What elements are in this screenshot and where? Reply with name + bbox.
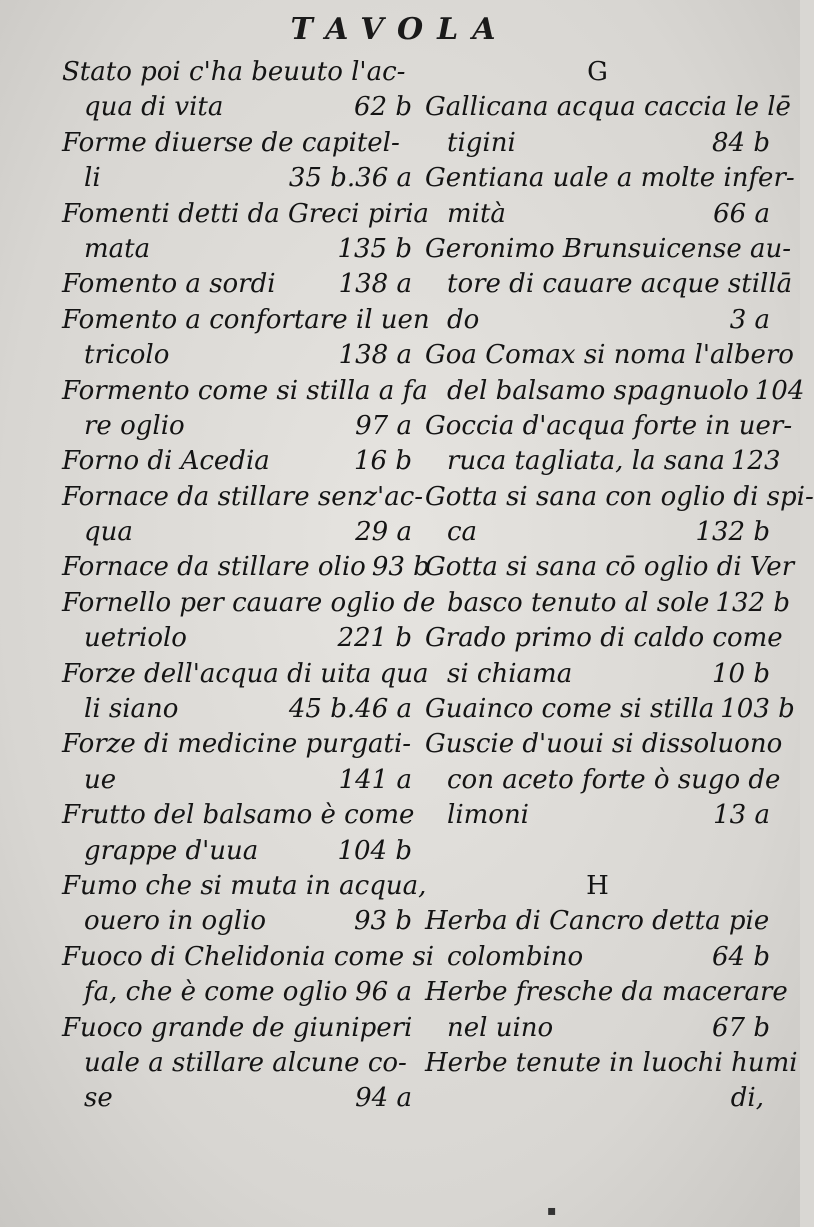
entry-text: Guainco come si stilla xyxy=(425,694,715,725)
index-entry-line xyxy=(62,161,412,196)
page-reference: 93 b xyxy=(354,906,412,937)
index-entry-line xyxy=(425,904,770,939)
entry-text: di, xyxy=(730,1083,764,1114)
entry-text: Forze dell'acqua di uita qua xyxy=(62,658,429,689)
entry-text: do xyxy=(447,304,480,335)
entry-text: limoni xyxy=(447,800,529,831)
page-reference: 132 b xyxy=(695,517,770,548)
page-reference: 221 b xyxy=(337,623,412,654)
page-reference: 104 b xyxy=(337,835,412,866)
index-column-left xyxy=(62,55,436,1117)
entry-text: fa, che è come oglio xyxy=(84,977,348,1008)
index-entry-line xyxy=(62,657,429,692)
entry-text: Forze di medicine purgati- xyxy=(62,729,412,760)
index-entry-line xyxy=(62,303,430,338)
entry-text: Fornace da stillare olio xyxy=(62,552,366,583)
page-reference: 67 b xyxy=(712,1012,770,1043)
signature-mark: ▪ xyxy=(547,1203,557,1219)
entry-text: tore di cauare acque stillā xyxy=(447,269,793,300)
entry-text: Herbe tenute in luochi humi xyxy=(425,1047,798,1078)
entry-text: li siano xyxy=(84,694,179,725)
entry-text: qua di vita xyxy=(84,92,224,123)
index-entry-line xyxy=(62,586,436,621)
page-reference: 123 xyxy=(730,446,781,477)
index-entry-line xyxy=(62,374,428,409)
index-entry-line xyxy=(62,1046,412,1081)
entry-text: Goccia d'acqua forte in uer- xyxy=(425,410,793,441)
entry-text: Grado primo di caldo come xyxy=(425,623,783,654)
page-reference: 94 a xyxy=(355,1083,412,1114)
index-entry-line xyxy=(62,869,427,904)
entry-text: Formento come si stilla a fa xyxy=(62,375,428,406)
index-entry-line xyxy=(425,763,781,798)
entry-text: Fornello per cauare oglio de xyxy=(62,587,436,618)
page-reference: 132 b xyxy=(715,587,790,618)
page-reference: 104 xyxy=(754,375,805,406)
index-entry-line xyxy=(425,232,792,267)
index-entry-line xyxy=(62,1081,412,1116)
index-entry-line xyxy=(62,126,412,161)
page-reference: 29 a xyxy=(355,517,412,548)
index-entry-line xyxy=(425,550,795,585)
entry-text: mità xyxy=(447,198,506,229)
index-entry-line xyxy=(62,197,429,232)
index-entry-line xyxy=(62,692,412,727)
index-entry-line xyxy=(425,727,783,762)
entry-text: tigini xyxy=(447,127,516,158)
entry-text: Fumo che si muta in acqua, xyxy=(62,870,427,901)
entry-text: Gotta si sana con oglio di spi- xyxy=(425,481,814,512)
entry-text: si chiama xyxy=(447,658,573,689)
page-reference: 10 b xyxy=(712,658,770,689)
page-reference: 96 a xyxy=(355,977,412,1008)
page-reference: 97 a xyxy=(355,410,412,441)
index-entry-line xyxy=(425,1081,770,1116)
entry-text: con aceto forte ò sugo de xyxy=(447,764,781,795)
index-entry-line xyxy=(62,338,412,373)
entry-text: re oglio xyxy=(84,410,185,441)
index-entry-line xyxy=(62,834,412,869)
entry-text: Forme diuerse de capitel- xyxy=(62,127,400,158)
entry-text: del balsamo spagnuolo xyxy=(447,375,749,406)
index-entry-line xyxy=(425,374,805,409)
entry-text: uale a stillare alcune co- xyxy=(84,1047,407,1078)
index-entry-line xyxy=(62,763,412,798)
index-entry-line xyxy=(62,409,412,444)
index-entry-line xyxy=(425,197,770,232)
entry-text: Fomenti detti da Greci piria xyxy=(62,198,429,229)
entry-text: ouero in oglio xyxy=(84,906,267,937)
index-entry-line xyxy=(425,338,794,373)
entry-text: Gentiana uale a molte infer- xyxy=(425,163,795,194)
entry-text: basco tenuto al sole xyxy=(447,587,710,618)
entry-text: Gallicana acqua caccia le lē xyxy=(425,92,791,123)
page-reference: 45 b.46 a xyxy=(288,694,412,725)
page-reference: 135 b xyxy=(337,233,412,264)
index-column-right xyxy=(425,55,814,1117)
entry-text: colombino xyxy=(447,941,584,972)
index-entry-line xyxy=(425,586,790,621)
index-entry-line xyxy=(62,904,412,939)
page-reference: 64 b xyxy=(712,941,770,972)
entry-text: Fornace da stillare senz'ac- xyxy=(62,481,424,512)
index-entry-line xyxy=(62,940,435,975)
entry-text: Stato poi c'ha beuuto l'ac- xyxy=(62,57,406,87)
page-reference: 16 b xyxy=(354,446,412,477)
entry-text: Goa Comax si noma l'albero xyxy=(425,340,794,371)
index-entry-line xyxy=(425,692,795,727)
index-entry-line xyxy=(425,621,783,656)
index-entry-line xyxy=(425,834,770,869)
entry-text: nel uino xyxy=(447,1012,554,1043)
index-entry-line xyxy=(425,975,788,1010)
entry-text: Gotta si sana cō oglio di Ver xyxy=(425,552,795,583)
index-entry-line xyxy=(62,480,424,515)
page-reference: 141 a xyxy=(338,764,412,795)
index-entry-line xyxy=(62,232,412,267)
entry-text: ue xyxy=(84,764,117,795)
entry-text: Fomento a confortare il uen xyxy=(62,304,430,335)
index-entry-line xyxy=(62,267,412,302)
entry-text: tricolo xyxy=(84,340,170,371)
section-letter xyxy=(425,869,770,904)
entry-text: mata xyxy=(84,233,151,264)
index-entry-line xyxy=(425,657,770,692)
index-entry-line xyxy=(62,515,412,550)
entry-text: qua xyxy=(84,517,133,548)
index-entry-line xyxy=(425,798,770,833)
section-letter xyxy=(425,55,770,90)
index-entry-line xyxy=(62,727,412,762)
page-header: TAVOLA xyxy=(290,12,510,47)
index-entry-line xyxy=(425,444,781,479)
index-entry-line xyxy=(62,90,412,125)
page-reference: 103 b xyxy=(720,694,795,725)
page-reference: 62 b xyxy=(354,92,412,123)
entry-text: ca xyxy=(447,517,478,548)
index-entry-line xyxy=(425,1046,798,1081)
index-entry-line xyxy=(425,126,770,161)
index-entry-line xyxy=(425,303,770,338)
entry-text: Frutto del balsamo è come xyxy=(62,800,415,831)
entry-text: G xyxy=(587,57,608,87)
index-entry-line xyxy=(425,940,770,975)
index-entry-line xyxy=(425,1011,770,1046)
entry-text: grappe d'uua xyxy=(84,835,259,866)
index-entry-line xyxy=(425,515,770,550)
index-entry-line xyxy=(62,798,415,833)
index-entry-line xyxy=(62,444,412,479)
entry-text: Fomento a sordi xyxy=(62,269,276,300)
index-entry-line xyxy=(425,409,793,444)
entry-text: ruca tagliata, la sana xyxy=(447,446,725,477)
index-entry-line xyxy=(425,480,814,515)
index-entry-line xyxy=(425,161,795,196)
index-entry-line xyxy=(62,621,412,656)
entry-text: li xyxy=(84,163,101,194)
index-entry-line xyxy=(62,975,412,1010)
entry-text: uetriolo xyxy=(84,623,187,654)
page-reference: 93 b xyxy=(371,552,430,583)
index-entry-line xyxy=(425,267,793,302)
index-entry-line xyxy=(62,55,412,90)
entry-text: Herbe fresche da macerare xyxy=(425,977,788,1008)
entry-text: H xyxy=(586,870,609,901)
entry-text: Guscie d'uoui si dissoluono xyxy=(425,729,783,760)
index-entry-line xyxy=(425,90,791,125)
entry-text: Geronimo Brunsuicense au- xyxy=(425,233,792,264)
page-reference: 3 a xyxy=(729,304,770,335)
page-reference: 66 a xyxy=(713,198,770,229)
page-reference: 138 a xyxy=(338,269,412,300)
index-entry-line xyxy=(62,550,430,585)
entry-text: se xyxy=(84,1083,113,1114)
entry-text: Fuoco grande de giuniperi xyxy=(62,1012,413,1043)
entry-text: Herba di Cancro detta pie xyxy=(425,906,770,937)
page-reference: 138 a xyxy=(338,340,412,371)
page-reference: 84 b xyxy=(712,127,770,158)
page-reference: 13 a xyxy=(713,800,770,831)
entry-text: Forno di Acedia xyxy=(62,446,270,477)
index-entry-line xyxy=(62,1011,412,1046)
page-reference: 35 b.36 a xyxy=(288,163,412,194)
entry-text: Fuoco di Chelidonia come si xyxy=(62,941,435,972)
